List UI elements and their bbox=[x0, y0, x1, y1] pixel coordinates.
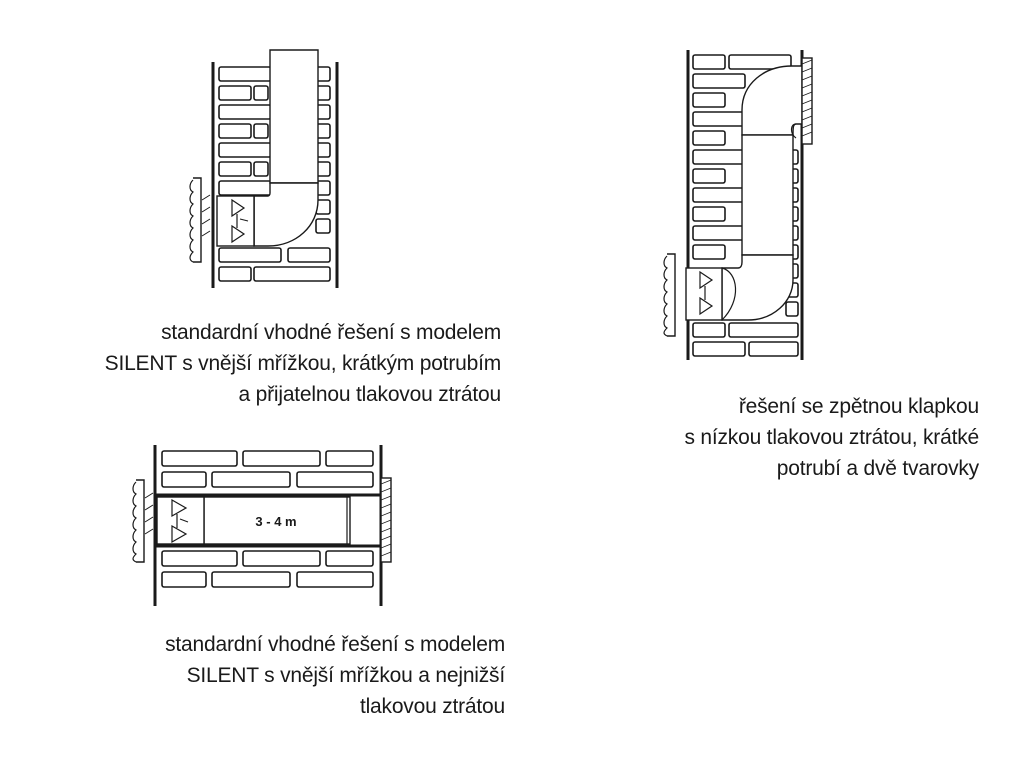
diagram-1-vertical-duct bbox=[270, 50, 318, 183]
caption-line: s nízkou tlakovou ztrátou, krátké bbox=[684, 426, 979, 449]
diagram-2-double-elbow-installation bbox=[664, 50, 812, 360]
diagram-3-outer-hood-icon bbox=[381, 478, 391, 562]
diagram-3-duct-length-label: 3 - 4 m bbox=[255, 514, 297, 529]
caption-line: SILENT s vnější mřížkou a nejnižší bbox=[186, 664, 505, 687]
caption-line: standardní vhodné řešení s modelem bbox=[165, 633, 505, 656]
diagram-2-outer-hood-icon bbox=[802, 58, 812, 144]
diagram-2-fan-icon bbox=[686, 268, 722, 320]
caption-line: SILENT s vnější mřížkou, krátkým potrubím bbox=[104, 352, 501, 375]
diagram-1-wall-elbow-installation bbox=[190, 50, 337, 288]
diagram-2-vertical-duct bbox=[742, 135, 793, 255]
diagram-3-inner-grille-icon bbox=[133, 480, 153, 562]
diagram-2-inner-grille-icon bbox=[664, 254, 675, 336]
diagram-1-caption bbox=[105, 317, 501, 410]
caption-line: tlakovou ztrátou bbox=[359, 695, 505, 718]
caption-line: a přijatelnou tlakovou ztrátou bbox=[238, 383, 501, 406]
caption-line: standardní vhodné řešení s modelem bbox=[161, 321, 501, 344]
diagram-2-lower-elbow bbox=[722, 255, 793, 320]
diagram-1-outer-grille-icon bbox=[190, 178, 210, 262]
diagram-3-caption bbox=[165, 629, 505, 722]
caption-line: řešení se zpětnou klapkou bbox=[738, 395, 979, 418]
caption-line: potrubí a dvě tvarovky bbox=[776, 457, 979, 480]
diagram-3-fan-icon bbox=[157, 497, 204, 544]
diagram-1-fan-icon bbox=[217, 196, 254, 246]
diagram-2-caption bbox=[684, 391, 979, 484]
diagram-3-straight-duct-installation bbox=[133, 445, 391, 606]
